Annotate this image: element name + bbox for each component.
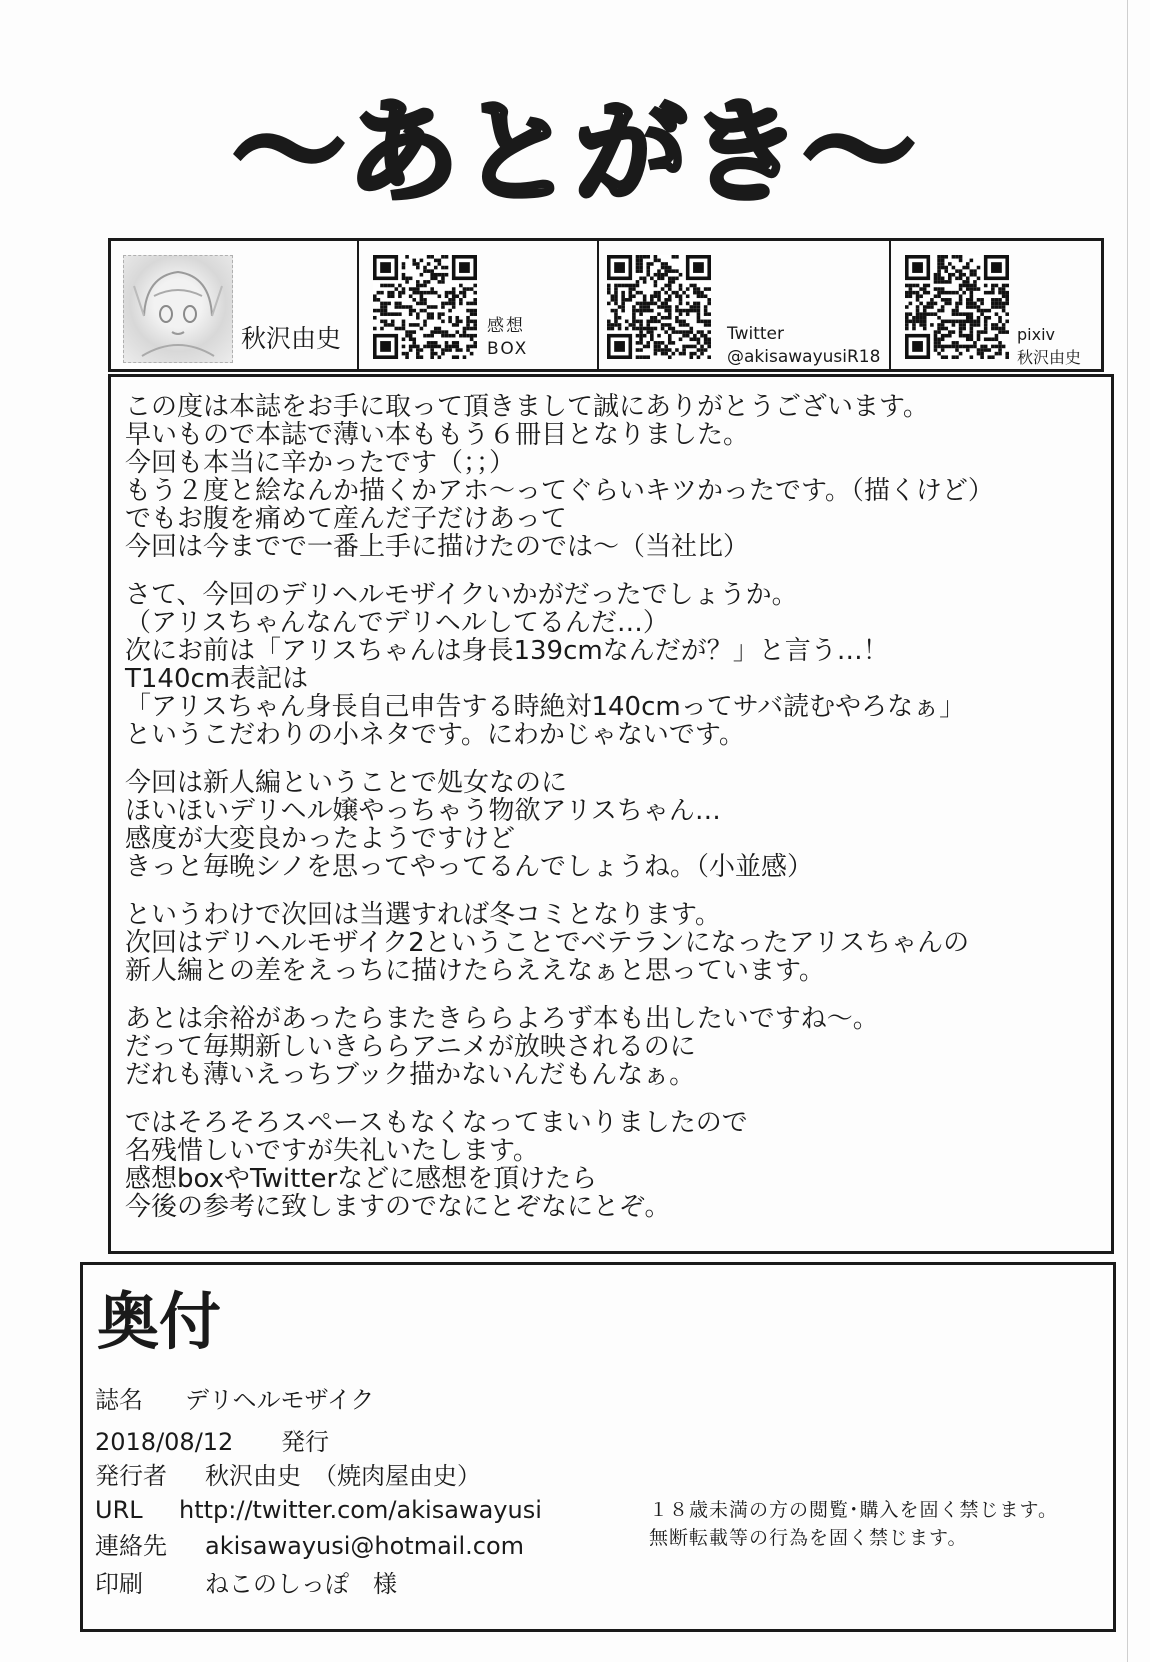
colophon bbox=[80, 1262, 1116, 1632]
print-label: 印刷 bbox=[95, 1570, 143, 1598]
text-line: でもお腹を痛めて産んだ子だけあって bbox=[125, 504, 567, 534]
text-line: もう２度と絵なんか描くかアホ〜ってぐらいキツかったです。（描くけど） bbox=[125, 476, 994, 506]
text-line: というこだわりの小ネタです。にわかじゃないです。 bbox=[125, 720, 745, 750]
text-line: 今回は新人編ということで処女なのに bbox=[125, 768, 568, 798]
qr-pixiv-label bbox=[1017, 323, 1081, 369]
qr-twitter-label bbox=[727, 323, 880, 369]
text-line: 早いもので本誌で薄い本ももう６冊目となりました。 bbox=[125, 420, 750, 450]
colophon-title-row bbox=[95, 1385, 374, 1415]
paragraph bbox=[125, 393, 994, 561]
paragraph bbox=[125, 1005, 879, 1089]
paragraph bbox=[125, 901, 969, 985]
text-line: T140cm表記は bbox=[125, 664, 309, 694]
colophon-contact-row bbox=[95, 1531, 524, 1561]
qr-box-label-1: 感想 bbox=[487, 316, 525, 336]
profile-row bbox=[108, 238, 1104, 372]
text-line: きっと毎晩シノを思ってやってるんでしょうね。（小並感） bbox=[125, 852, 813, 882]
author-cell bbox=[111, 241, 359, 369]
text-line: 「アリスちゃん身長自己申告する時絶対140cmってサバ読むやろなぁ」 bbox=[125, 692, 966, 722]
qr-code-icon[interactable] bbox=[373, 255, 477, 359]
text-line: あとは余裕があったらまたきららよろず本も出したいですね〜。 bbox=[125, 1004, 879, 1034]
text-line: 今後の参考に致しますのでなにとぞなにとぞ。 bbox=[125, 1192, 671, 1222]
qr-code-icon[interactable] bbox=[607, 255, 711, 359]
colophon-heading: 奥付 bbox=[97, 1285, 222, 1358]
qr-pixiv-label-1: pixiv bbox=[1017, 325, 1055, 344]
text-line: この度は本誌をお手に取って頂きまして誠にありがとうございます。 bbox=[125, 392, 929, 422]
text-line: 今回も本当に辛かったです（；；） bbox=[125, 448, 516, 478]
copyright-notice: 無断転載等の行為を固く禁じます。 bbox=[649, 1527, 968, 1549]
qr-box-cell bbox=[359, 241, 599, 369]
text-line: 次回はデリヘルモザイク2ということでベテランになったアリスちゃんの bbox=[125, 928, 970, 958]
text-line: さて、今回のデリヘルモザイクいかがだったでしょうか。 bbox=[125, 580, 798, 610]
contact-label: 連絡先 bbox=[95, 1532, 167, 1560]
url-link[interactable]: http://twitter.com/akisawayusi bbox=[179, 1496, 542, 1524]
date-value: 2018/08/12 bbox=[95, 1428, 234, 1456]
text-line: 名残惜しいですが失礼いたします。 bbox=[125, 1136, 539, 1166]
url-label: URL bbox=[95, 1496, 143, 1524]
text-line: というわけで次回は当選すれば冬コミとなります。 bbox=[125, 900, 721, 930]
avatar-sketch-icon bbox=[124, 256, 232, 362]
text-line: 感想boxやTwitterなどに感想を頂けたら bbox=[125, 1164, 598, 1194]
text-line: 感度が大変良かったようですけど bbox=[125, 824, 516, 854]
publisher-label: 発行者 bbox=[95, 1462, 167, 1490]
qr-twitter-handle[interactable]: @akisawayusiR18 bbox=[727, 347, 881, 367]
date-suffix: 発行 bbox=[281, 1428, 329, 1456]
colophon-print-row bbox=[95, 1569, 397, 1599]
paragraph bbox=[125, 1109, 748, 1221]
age-notice: １８歳未満の方の閲覧･購入を固く禁じます。 bbox=[649, 1499, 1058, 1521]
title-value: デリヘルモザイク bbox=[185, 1386, 375, 1414]
text-line: だって毎期新しいきららアニメが放映されるのに bbox=[125, 1032, 696, 1062]
text-line: ではそろそろスペースもなくなってまいりましたので bbox=[125, 1108, 748, 1138]
qr-box-label bbox=[487, 315, 528, 361]
colophon-date-row bbox=[95, 1427, 329, 1457]
author-name: 秋沢由史 bbox=[241, 324, 342, 353]
paragraph bbox=[125, 769, 813, 881]
qr-box-label-2: BOX bbox=[487, 339, 529, 359]
contact-email[interactable]: akisawayusi@hotmail.com bbox=[205, 1532, 525, 1560]
qr-twitter-cell bbox=[599, 241, 891, 369]
author-avatar bbox=[123, 255, 233, 363]
text-line: ほいほいデリヘル嬢やっちゃう物欲アリスちゃん… bbox=[125, 796, 721, 826]
paragraph bbox=[125, 581, 965, 749]
print-value: ねこのしっぽ 様 bbox=[205, 1570, 397, 1598]
publisher-value: 秋沢由史 （焼肉屋由史） bbox=[205, 1462, 481, 1490]
qr-pixiv-label-2: 秋沢由史 bbox=[1017, 348, 1082, 367]
text-line: 新人編との差をえっちに描けたらええなぁと思っています。 bbox=[125, 956, 825, 986]
text-line: 次にお前は「アリスちゃんは身長139cmなんだが？」と言う…！ bbox=[125, 636, 889, 666]
text-line: 今回は今までで一番上手に描けたのでは〜（当社比） bbox=[125, 532, 750, 562]
afterword-message bbox=[108, 374, 1114, 1254]
colophon-publisher-row bbox=[95, 1461, 481, 1491]
qr-twitter-label-1: Twitter bbox=[727, 324, 784, 344]
page-edge bbox=[1127, 0, 1128, 1662]
colophon-url-row bbox=[95, 1495, 542, 1525]
title-label: 誌名 bbox=[95, 1386, 143, 1414]
qr-pixiv-cell bbox=[891, 241, 1101, 369]
page-title: 〜あとがき〜 bbox=[233, 88, 917, 218]
text-line: （アリスちゃんなんでデリヘルしてるんだ…） bbox=[125, 608, 669, 638]
text-line: だれも薄いえっちブック描かないんだもんなぁ。 bbox=[125, 1060, 696, 1090]
qr-code-icon[interactable] bbox=[905, 255, 1009, 359]
